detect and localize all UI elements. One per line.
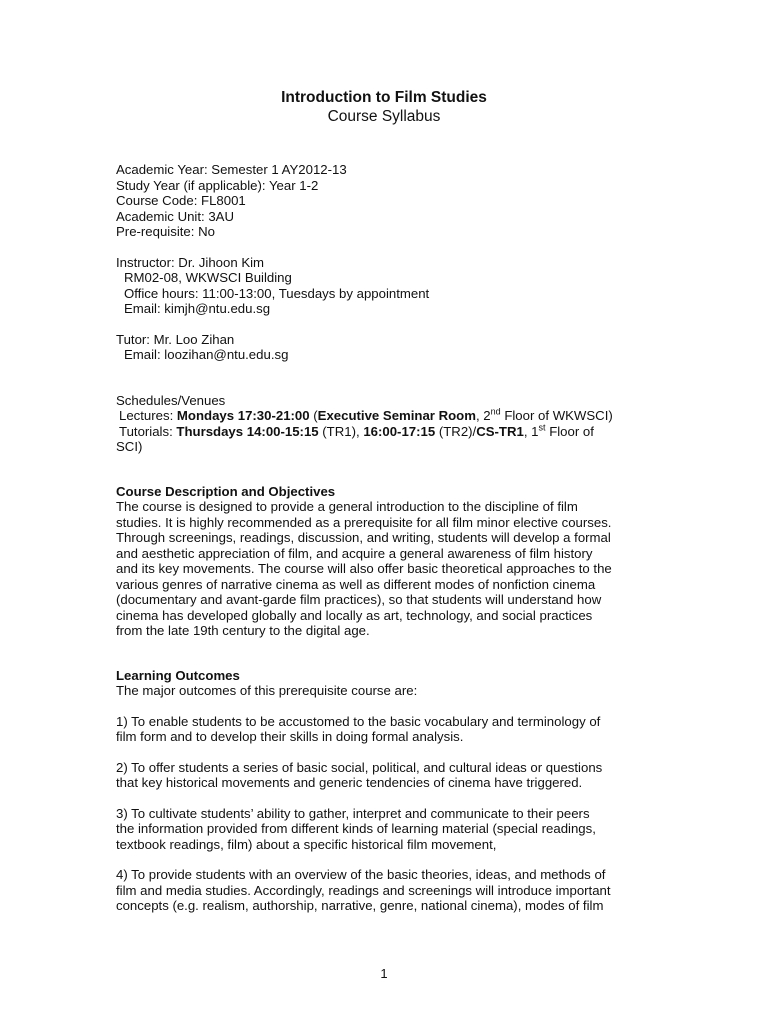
tutor-info: [116, 332, 636, 363]
outcome-item-1: [116, 714, 636, 745]
study-year: Study Year (if applicable): Year 1-2: [116, 177, 319, 193]
schedules-heading: Schedules/Venues: [116, 392, 226, 408]
outcome-line: 2) To offer students a series of basic social, political, and cultural ideas or questions: [116, 759, 603, 775]
document-subtitle: Course Syllabus: [327, 108, 441, 125]
description-line: and its key movements. The course will also offer basic theoretical approaches to the: [116, 561, 612, 576]
description-line: cinema has developed globally and locally as art, technology, and social practices: [116, 607, 593, 623]
tutor-name: Tutor: Mr. Loo Zihan: [116, 331, 235, 347]
description-line: studies. It is highly recommended as a prerequisite for all film minor elective courses.: [116, 514, 612, 530]
tutorials-floor: , 1: [523, 423, 539, 439]
outcome-item-4: [116, 867, 636, 914]
description-heading: Course Description and Objectives: [116, 483, 336, 499]
academic-year: Academic Year: Semester 1 AY2012-13: [116, 162, 347, 177]
instructor-name: Instructor: Dr. Jihoon Kim: [116, 254, 265, 270]
document-title: Introduction to Film Studies: [281, 89, 487, 106]
pre-requisite: Pre-requisite: No: [116, 224, 215, 239]
outcome-line: textbook readings, film) about a specific historical film movement,: [116, 836, 497, 852]
description-line: various genres of narrative cinema as well as different modes of nonfiction cinema: [116, 576, 596, 592]
lectures-floor: , 2: [475, 408, 491, 423]
outcomes-heading: Learning Outcomes: [116, 667, 240, 683]
lectures-open: (: [309, 408, 318, 423]
course-info: [116, 162, 636, 240]
instructor-email: Email: kimjh@ntu.edu.sg: [124, 301, 271, 316]
tutorials-room: CS-TR1: [476, 423, 524, 439]
tutorials-time-2: 16:00-17:15: [363, 423, 436, 439]
outcome-line: the information provided from different kinds of learning material (special readings,: [116, 821, 596, 836]
tutorials-time-1: Thursdays 14:00-15:15: [176, 423, 319, 439]
lectures-label: Lectures:: [119, 408, 177, 423]
academic-unit: Academic Unit: 3AU: [116, 208, 234, 224]
description-line: and aesthetic appreciation of film, and acquire a general awareness of film history: [116, 545, 593, 561]
tutorials-floor-sup: st: [538, 422, 546, 433]
syllabus-page: [116, 88, 636, 914]
tutor-email: Email: loozihan@ntu.edu.sg: [124, 347, 289, 362]
instructor-office: RM02-08, WKWSCI Building: [124, 270, 292, 285]
description-line: (documentary and avant-garde film practices), so that students will understand how: [116, 592, 602, 607]
outcome-line: film and media studies. Accordingly, readings and screenings will introduce important: [116, 882, 611, 898]
description-line: Through screenings, readings, discussion, and writing, students will develop a formal: [116, 530, 611, 545]
outcome-item-3: [116, 806, 636, 853]
outcome-line: 4) To provide students with an overview of the basic theories, ideas, and methods of: [116, 867, 606, 882]
tutorials-floor-post: Floor of: [545, 423, 594, 439]
tutorials-tr2: (TR2)/: [435, 423, 477, 439]
tutorials-label: Tutorials:: [119, 423, 177, 439]
outcome-item-2: [116, 760, 636, 791]
outcome-line: 3) To cultivate students’ ability to gather, interpret and communicate to their peers: [116, 805, 590, 821]
lectures-time: Mondays 17:30-21:00: [176, 408, 310, 423]
outcome-line: film form and to develop their skills in doing formal analysis.: [116, 729, 464, 744]
page-number: 1: [380, 966, 388, 981]
outcome-line: concepts (e.g. realism, authorship, narrative, genre, national cinema), modes of film: [116, 898, 604, 913]
description-line: from the late 19th century to the digital age.: [116, 623, 370, 638]
instructor-hours: Office hours: 11:00-13:00, Tuesdays by appointment: [124, 285, 430, 301]
outcome-line: 1) To enable students to be accustomed to the basic vocabulary and terminology of: [116, 713, 601, 729]
course-code: Course Code: FL8001: [116, 193, 246, 208]
tutorials-tr1: (TR1),: [318, 423, 364, 439]
tutorials-line-2: SCI): [116, 439, 143, 454]
lectures-floor-sup: nd: [490, 406, 501, 417]
description-line: The course is designed to provide a general introduction to the discipline of film: [116, 499, 578, 514]
instructor-info: [116, 255, 636, 317]
outcomes-section: [116, 668, 636, 914]
lectures-room: Executive Seminar Room: [317, 408, 476, 423]
outcomes-intro: The major outcomes of this prerequisite course are:: [116, 683, 418, 698]
lectures-line: [116, 408, 636, 424]
tutorials-line: [116, 424, 636, 440]
lectures-floor-post: Floor of WKWSCI): [500, 408, 613, 423]
schedules-section: [116, 393, 636, 455]
description-section: [116, 484, 636, 639]
outcome-line: that key historical movements and generic tendencies of cinema have triggered.: [116, 775, 583, 790]
